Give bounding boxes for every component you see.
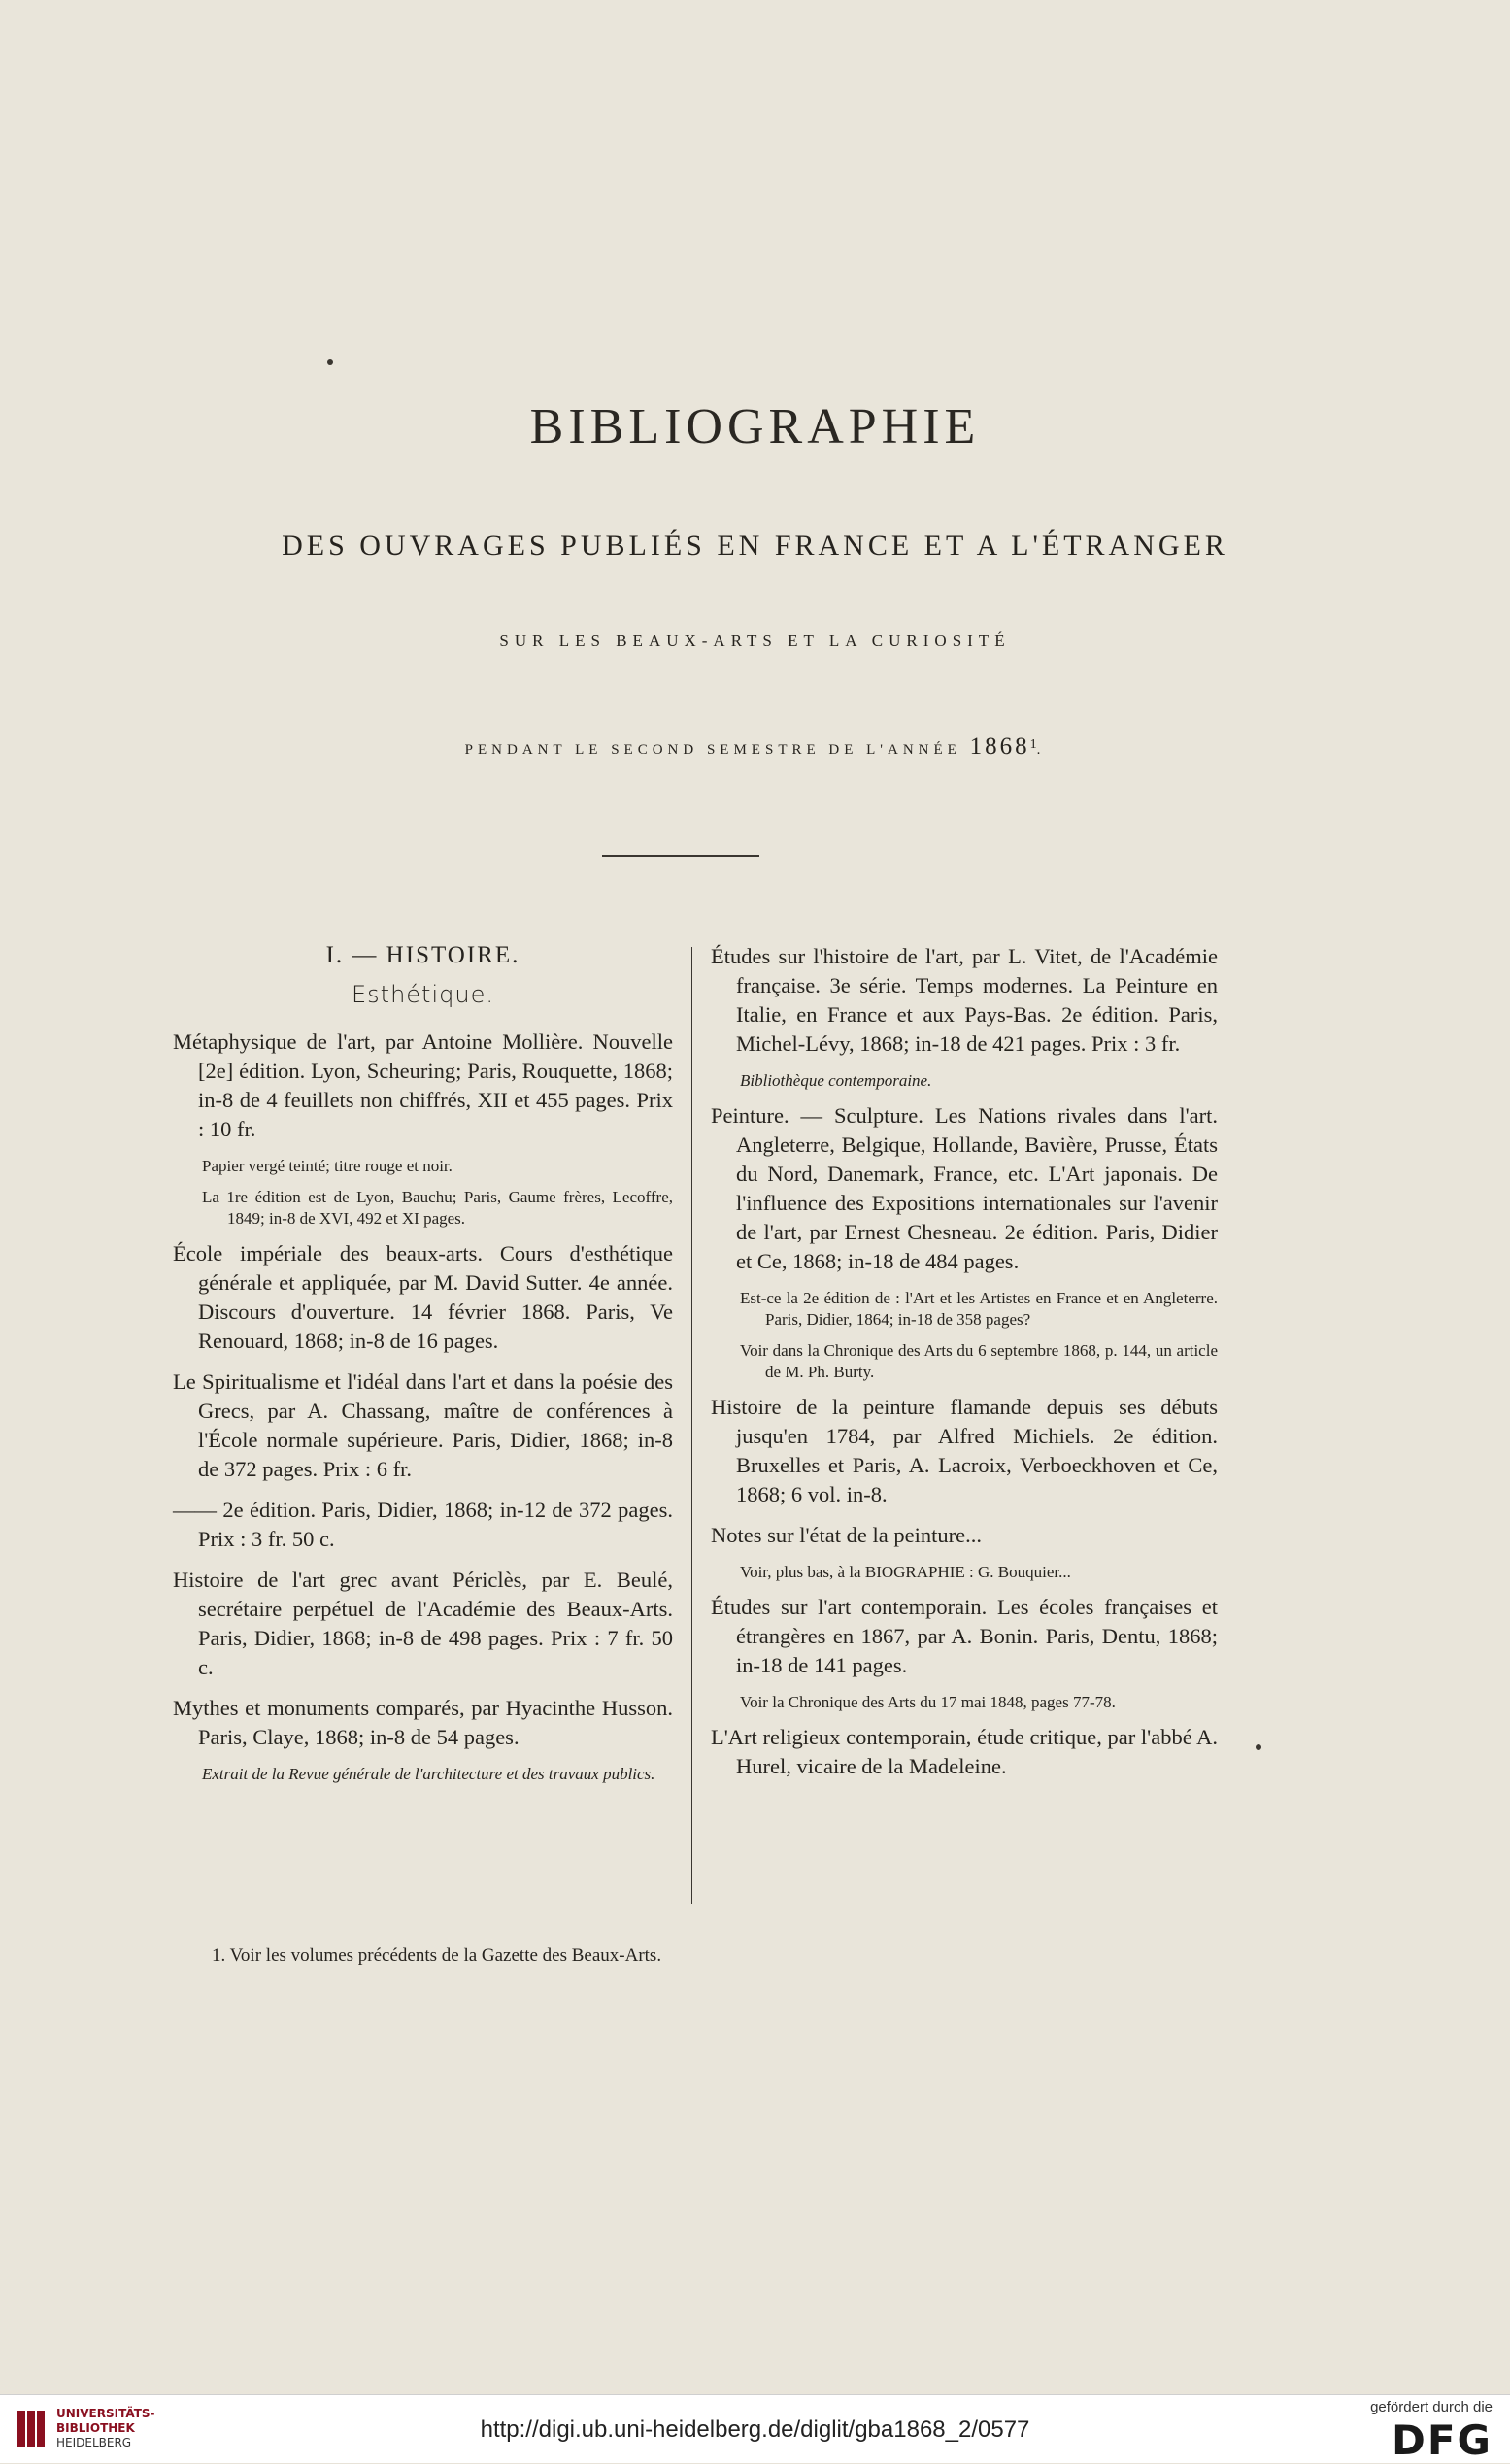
period-year: 1868 bbox=[969, 733, 1030, 759]
period-end: . bbox=[1036, 742, 1046, 758]
bibliography-entry: Mythes et monuments comparés, par Hyacinthe Husson. Paris, Claye, 1868; in-8 de 54 pages. bbox=[173, 1696, 673, 1749]
print-speck bbox=[327, 359, 333, 365]
bibliography-entry: Histoire de l'art grec avant Périclès, par E. Beulé, secrétaire perpétuel de l'Académie des Beaux-Arts. Paris, Didier, 1868; in-8 de 498 pages. Prix : 7 fr. 50 c. bbox=[173, 1568, 673, 1679]
entry-note: Bibliothèque contemporaine. bbox=[740, 1071, 932, 1090]
entry-note: Voir, plus bas, à la BIOGRAPHIE : G. Bouquier... bbox=[740, 1563, 1071, 1581]
bibliography-entry: L'Art religieux contemporain, étude critique, par l'abbé A. Hurel, vicaire de la Madeleine. bbox=[711, 1725, 1218, 1778]
funded-by-label: gefördert durch die bbox=[1370, 2399, 1493, 2415]
period-line bbox=[0, 733, 1510, 760]
section-subtitle: Esthétique. bbox=[352, 981, 494, 1008]
section-title: I. — HISTOIRE. bbox=[325, 942, 520, 968]
entry-note: Voir dans la Chronique des Arts du 6 septembre 1868, p. 144, un article de M. Ph. Burty. bbox=[740, 1341, 1218, 1381]
entry-note: La 1re édition est de Lyon, Bauchu; Paris, Gaume frères, Lecoffre, 1849; in-8 de XVI, 492 et XI pages. bbox=[202, 1188, 673, 1228]
bibliography-entry: —— 2e édition. Paris, Didier, 1868; in-12 de 372 pages. Prix : 3 fr. 50 c. bbox=[173, 1498, 673, 1551]
right-column bbox=[711, 942, 1218, 1793]
source-url-link[interactable]: http://digi.ub.uni-heidelberg.de/diglit/gba1868_2/0577 bbox=[480, 2416, 1030, 2443]
title-divider bbox=[602, 855, 759, 857]
left-column bbox=[173, 942, 673, 1795]
bibliography-entry: Peinture. — Sculpture. Les Nations rivales dans l'art. Angleterre, Belgique, Hollande, Bavière, Prusse, États du Nord, Danemark, France, etc. L'Art japonais. De l'influence des Expositions internationales sur l'avenir de l'art, par Ernest Chesneau. 2e édition. Paris, Didier et Ce, 1868; in-18 de 484 pages. bbox=[711, 1103, 1218, 1273]
bibliography-entry: Histoire de la peinture flamande depuis ses débuts jusqu'en 1784, par Alfred Michiels. 2e édition. Bruxelles et Paris, A. Lacroix, Verboeckhoven et Ce, 1868; 6 vol. in-8. bbox=[711, 1395, 1218, 1506]
library-name-line: UNIVERSITÄTS- bbox=[56, 2407, 155, 2420]
bibliography-entry: École impériale des beaux-arts. Cours d'esthétique générale et appliquée, par M. David Sutter. 4e année. Discours d'ouverture. 14 février 1868. Paris, Ve Renouard, 1868; in-8 de 16 pages. bbox=[173, 1241, 673, 1353]
print-speck bbox=[1256, 1744, 1261, 1750]
entry-note: Est-ce la 2e édition de : l'Art et les Artistes en France et en Angleterre. Paris, Didier, 1864; in-18 de 358 pages? bbox=[740, 1289, 1218, 1329]
bibliography-entry: Notes sur l'état de la peinture... bbox=[711, 1523, 982, 1547]
entry-note: Papier vergé teinté; titre rouge et noir. bbox=[202, 1157, 453, 1175]
page-subtitle-secondary: SUR LES BEAUX-ARTS ET LA CURIOSITÉ bbox=[499, 631, 1011, 650]
digitization-footer bbox=[0, 2394, 1510, 2463]
bibliography-entry: Le Spiritualisme et l'idéal dans l'art et dans la poésie des Grecs, par A. Chassang, maître de conférences à l'École normale supérieure. Paris, Didier, 1868; in-8 de 372 pages. Prix : 6 fr. bbox=[173, 1369, 673, 1481]
period-text: PENDANT LE SECOND SEMESTRE DE L'ANNÉE bbox=[464, 742, 961, 758]
footnote-mark: 1 bbox=[1029, 737, 1037, 752]
page-title: BIBLIOGRAPHIE bbox=[529, 399, 981, 455]
bibliography-entry: Études sur l'histoire de l'art, par L. Vitet, de l'Académie française. 3e série. Temps modernes. La Peinture en Italie, en France et aux Pays-Bas. 2e édition. Paris, Michel-Lévy, 1868; in-18 de 421 pages. Prix : 3 fr. bbox=[711, 944, 1218, 1056]
bibliography-entry: Études sur l'art contemporain. Les écoles françaises et étrangères en 1867, par A. Bonin. Paris, Dentu, 1868; in-18 de 141 pages. bbox=[711, 1595, 1218, 1677]
column-divider bbox=[691, 947, 692, 1904]
page-subtitle: DES OUVRAGES PUBLIÉS EN FRANCE ET A L'ÉTRANGER bbox=[282, 529, 1228, 561]
library-name-line: BIBLIOTHEK bbox=[56, 2421, 135, 2435]
dfg-logo: DFG bbox=[1391, 2416, 1493, 2464]
bibliography-entry: Métaphysique de l'art, par Antoine Mollière. Nouvelle [2e] édition. Lyon, Scheuring; Paris, Rouquette, 1868; in-8 de 4 feuillets non chiffrés, XII et 455 pages. Prix : 10 fr. bbox=[173, 1029, 673, 1141]
footnote: 1. Voir les volumes précédents de la Gazette des Beaux-Arts. bbox=[212, 1945, 662, 1966]
entry-note: Voir la Chronique des Arts du 17 mai 1848, pages 77-78. bbox=[740, 1693, 1116, 1711]
entry-note: Extrait de la Revue générale de l'architecture et des travaux publics. bbox=[202, 1765, 655, 1783]
library-name-line: HEIDELBERG bbox=[56, 2436, 132, 2449]
